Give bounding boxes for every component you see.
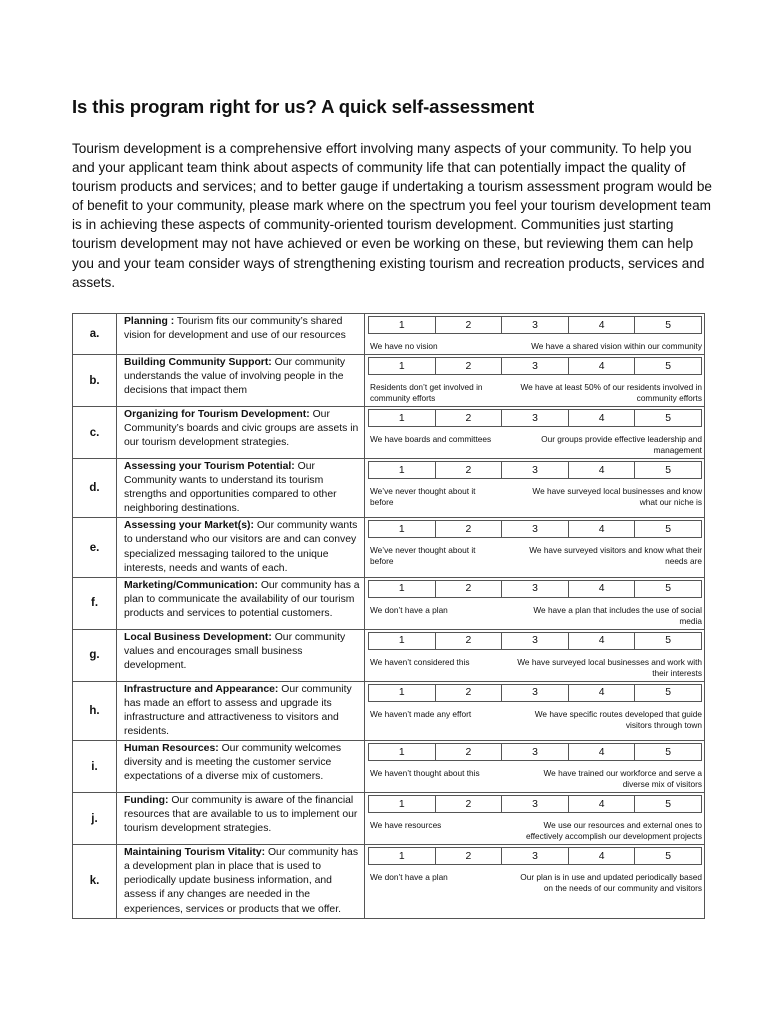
rating-option-5[interactable]: 5	[635, 410, 702, 427]
scale-anchors	[368, 382, 702, 404]
row-heading: Planning :	[124, 316, 175, 327]
assessment-row	[73, 845, 705, 918]
rating-options	[368, 316, 702, 334]
row-text: Our community welcomes diversity and is meeting the customer service expectations of a diverse mix of customers.	[124, 743, 342, 783]
assessment-row	[73, 681, 705, 740]
rating-scale	[365, 577, 705, 629]
rating-option-4[interactable]: 4	[568, 744, 635, 761]
rating-scale	[365, 459, 705, 518]
rating-option-5[interactable]: 5	[635, 358, 702, 375]
scale-anchors	[368, 768, 702, 790]
row-description	[117, 518, 365, 577]
rating-scale	[365, 845, 705, 918]
row-letter: a.	[73, 314, 117, 355]
rating-option-2[interactable]: 2	[435, 462, 502, 479]
rating-scale	[365, 518, 705, 577]
row-description	[117, 681, 365, 740]
row-text: Our community has a plan to communicate the availability of our tourism products and services to potential customers.	[124, 579, 360, 619]
page-title: Is this program right for us? A quick self-assessment	[72, 96, 535, 117]
high-anchor-label: Our groups provide effective leadership and management	[541, 434, 702, 455]
rating-option-3[interactable]: 3	[502, 684, 569, 701]
rating-option-4[interactable]: 4	[568, 410, 635, 427]
rating-option-4[interactable]: 4	[568, 632, 635, 649]
row-heading: Building Community Support:	[124, 357, 272, 368]
rating-option-1[interactable]: 1	[369, 796, 436, 813]
rating-option-4[interactable]: 4	[568, 358, 635, 375]
rating-option-5[interactable]: 5	[635, 462, 702, 479]
assessment-row	[73, 355, 705, 407]
low-anchor-label: We’ve never thought about it before	[370, 486, 476, 507]
assessment-row	[73, 793, 705, 845]
rating-option-2[interactable]: 2	[435, 684, 502, 701]
row-description	[117, 845, 365, 918]
scale-anchors	[368, 872, 702, 894]
low-anchor-label: Residents don’t get involved in community efforts	[370, 382, 483, 403]
rating-options	[368, 795, 702, 813]
rating-options	[368, 409, 702, 427]
high-anchor-label: We have a shared vision within our community	[531, 341, 702, 351]
rating-option-1[interactable]: 1	[369, 521, 436, 538]
row-description	[117, 407, 365, 459]
rating-option-3[interactable]: 3	[502, 580, 569, 597]
rating-options	[368, 461, 702, 479]
rating-option-2[interactable]: 2	[435, 358, 502, 375]
rating-option-1[interactable]: 1	[369, 317, 436, 334]
intro-paragraph: Tourism development is a comprehensive effort involving many aspects of your community. To help you and your applicant team think about aspects of community life that can potentially impact the quality of tourism products and services; and to better gauge if undertaking a tourism assessment program would be of benefit to your community, please mark where on the spectrum you feel your tourism development team is in achieving these aspects of community-oriented tourism development. Communities just starting tourism development may not have achieved or even be working on these, but reviewing them can help you and your team consider ways of strengthening existing tourism and recreation products, services and assets.	[72, 141, 712, 290]
row-description	[117, 741, 365, 793]
high-anchor-label: We have at least 50% of our residents involved in community efforts	[520, 382, 702, 403]
rating-option-5[interactable]: 5	[635, 632, 702, 649]
low-anchor-label: We haven’t thought about this	[370, 768, 480, 779]
assessment-row	[73, 407, 705, 459]
scale-anchors	[368, 709, 702, 731]
rating-option-2[interactable]: 2	[435, 521, 502, 538]
row-heading: Marketing/Communication:	[124, 579, 258, 591]
rating-option-1[interactable]: 1	[369, 462, 436, 479]
rating-scale	[365, 314, 705, 355]
scale-anchors	[368, 657, 702, 679]
rating-option-1[interactable]: 1	[369, 848, 436, 865]
row-letter: h.	[73, 681, 117, 740]
rating-option-2[interactable]: 2	[435, 796, 502, 813]
rating-options	[368, 520, 702, 538]
rating-scale	[365, 355, 705, 407]
rating-option-5[interactable]: 5	[635, 796, 702, 813]
row-heading: Assessing your Market(s):	[124, 520, 254, 532]
row-letter: d.	[73, 459, 117, 518]
self-assessment-table	[72, 313, 705, 919]
assessment-row	[73, 459, 705, 518]
high-anchor-label: We have surveyed local businesses and know what our niche is	[532, 486, 702, 507]
rating-option-1[interactable]: 1	[369, 632, 436, 649]
rating-option-5[interactable]: 5	[635, 744, 702, 761]
row-letter: i.	[73, 741, 117, 793]
rating-option-1[interactable]: 1	[369, 744, 436, 761]
high-anchor-label: We have a plan that includes the use of social media	[533, 604, 702, 626]
scale-anchors	[368, 486, 702, 508]
rating-option-2[interactable]: 2	[435, 848, 502, 865]
assessment-row	[73, 629, 705, 681]
rating-option-4[interactable]: 4	[568, 684, 635, 701]
rating-option-3[interactable]: 3	[502, 410, 569, 427]
rating-option-1[interactable]: 1	[369, 684, 436, 701]
row-letter: e.	[73, 518, 117, 577]
scale-anchors	[368, 434, 702, 456]
rating-option-1[interactable]: 1	[369, 410, 436, 427]
rating-option-3[interactable]: 3	[502, 744, 569, 761]
rating-scale	[365, 629, 705, 681]
rating-option-5[interactable]: 5	[635, 580, 702, 597]
rating-scale	[365, 681, 705, 740]
rating-option-3[interactable]: 3	[502, 358, 569, 375]
low-anchor-label: We have resources	[370, 820, 442, 831]
row-heading: Local Business Development:	[124, 631, 272, 643]
rating-option-4[interactable]: 4	[568, 521, 635, 538]
row-letter: k.	[73, 845, 117, 918]
rating-option-4[interactable]: 4	[568, 796, 635, 813]
rating-scale	[365, 741, 705, 793]
rating-options	[368, 847, 702, 865]
row-heading: Assessing your Tourism Potential:	[124, 461, 295, 472]
assessment-row	[73, 577, 705, 629]
row-text: Our Community’s boards and civic groups are assets in our tourism development strategies.	[124, 409, 359, 449]
rating-option-5[interactable]: 5	[635, 848, 702, 865]
low-anchor-label: We don’t have a plan	[370, 604, 448, 615]
rating-options	[368, 580, 702, 598]
row-text: Our community is aware of the financial resources that are available to us to implement our tourism development strategies.	[124, 795, 358, 835]
row-letter: j.	[73, 793, 117, 845]
scale-anchors	[368, 820, 702, 842]
row-description	[117, 314, 365, 355]
row-text: Our community has a development plan in place that is used to periodically update business information, and assess if any changes are needed in the experiences, services or products that we offer.	[124, 847, 359, 915]
high-anchor-label: We have surveyed local businesses and work with their interests	[517, 656, 702, 678]
high-anchor-label: We have trained our workforce and serve a diverse mix of visitors	[543, 768, 702, 790]
assessment-row	[73, 741, 705, 793]
rating-options	[368, 357, 702, 375]
row-description	[117, 629, 365, 681]
rating-option-1[interactable]: 1	[369, 358, 436, 375]
rating-option-4[interactable]: 4	[568, 317, 635, 334]
rating-option-2[interactable]: 2	[435, 410, 502, 427]
rating-option-2[interactable]: 2	[435, 580, 502, 597]
high-anchor-label: We have specific routes developed that guide visitors through town	[534, 708, 702, 730]
low-anchor-label: We haven’t made any effort	[370, 708, 472, 719]
rating-options	[368, 743, 702, 761]
low-anchor-label: We have boards and committees	[370, 434, 492, 444]
rating-option-1[interactable]: 1	[369, 580, 436, 597]
rating-option-3[interactable]: 3	[502, 521, 569, 538]
row-text: Our community has made an effort to assess and upgrade its infrastructure and attractiveness to visitors and residents.	[124, 683, 352, 738]
row-letter: g.	[73, 629, 117, 681]
rating-option-2[interactable]: 2	[435, 744, 502, 761]
rating-option-3[interactable]: 3	[502, 462, 569, 479]
row-letter: c.	[73, 407, 117, 459]
assessment-row	[73, 314, 705, 355]
scale-anchors	[368, 545, 702, 567]
row-text: Tourism fits our community’s shared vision for development and use of our resources	[124, 316, 346, 342]
row-text: Our Community wants to understand its tourism strengths and opportunities compared to other neighboring destinations.	[124, 461, 337, 515]
high-anchor-label: We have surveyed visitors and know what their needs are	[529, 545, 702, 567]
rating-option-4[interactable]: 4	[568, 848, 635, 865]
row-description	[117, 793, 365, 845]
row-description	[117, 459, 365, 518]
row-heading: Funding:	[124, 795, 169, 807]
rating-options	[368, 684, 702, 702]
rating-option-3[interactable]: 3	[502, 796, 569, 813]
row-description	[117, 577, 365, 629]
row-text: Our community understands the value of involving people in the decisions that impact them	[124, 357, 346, 397]
row-text: Our community values and encourages small business development.	[124, 631, 346, 671]
low-anchor-label: We don’t have a plan	[370, 872, 448, 883]
rating-option-2[interactable]: 2	[435, 317, 502, 334]
row-description	[117, 355, 365, 407]
rating-scale	[365, 407, 705, 459]
rating-option-3[interactable]: 3	[502, 317, 569, 334]
row-text: Our community wants to understand who our visitors are and can convey specialized messaging tailored to the unique interests, needs and wants of each.	[124, 520, 358, 574]
low-anchor-label: We have no vision	[370, 341, 438, 351]
rating-option-2[interactable]: 2	[435, 632, 502, 649]
row-letter: b.	[73, 355, 117, 407]
rating-option-5[interactable]: 5	[635, 684, 702, 701]
low-anchor-label: We’ve never thought about it before	[370, 545, 476, 567]
rating-option-4[interactable]: 4	[568, 462, 635, 479]
rating-scale	[365, 793, 705, 845]
rating-option-5[interactable]: 5	[635, 521, 702, 538]
rating-option-4[interactable]: 4	[568, 580, 635, 597]
high-anchor-label: We use our resources and external ones to effectively accomplish our development projects	[525, 820, 702, 842]
low-anchor-label: We haven’t considered this	[370, 656, 470, 667]
rating-option-3[interactable]: 3	[502, 848, 569, 865]
high-anchor-label: Our plan is in use and updated periodically based on the needs of our community and visitors	[520, 872, 702, 894]
row-letter: f.	[73, 577, 117, 629]
row-heading: Human Resources:	[124, 743, 219, 755]
scale-anchors	[368, 605, 702, 627]
row-heading: Infrastructure and Appearance:	[124, 683, 279, 695]
row-heading: Maintaining Tourism Vitality:	[124, 847, 266, 859]
rating-options	[368, 632, 702, 650]
rating-option-3[interactable]: 3	[502, 632, 569, 649]
assessment-row	[73, 518, 705, 577]
rating-option-5[interactable]: 5	[635, 317, 702, 334]
row-heading: Organizing for Tourism Development:	[124, 409, 310, 420]
scale-anchors	[368, 341, 702, 352]
